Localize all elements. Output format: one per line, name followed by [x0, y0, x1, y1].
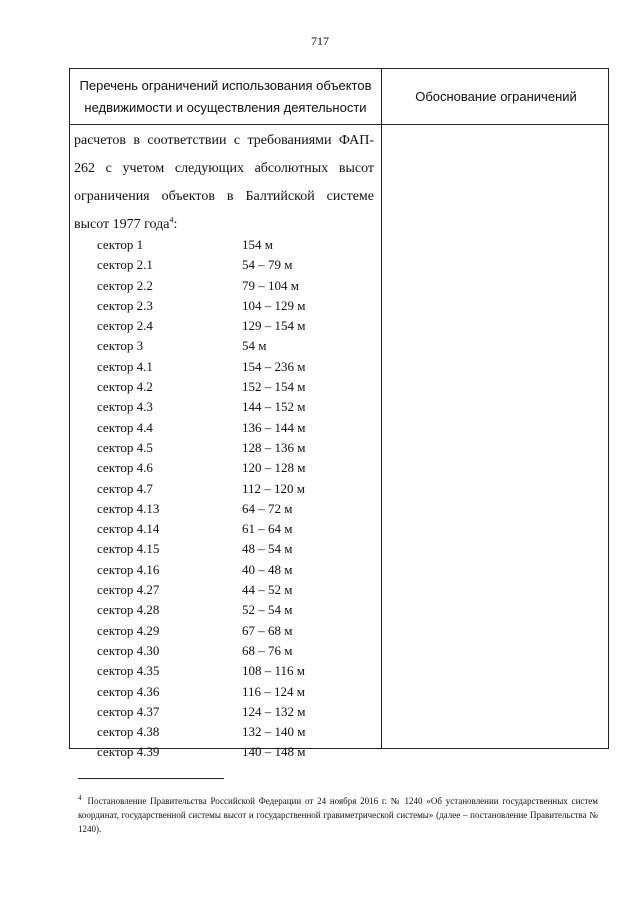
sector-name: сектор 4.7 [97, 480, 153, 496]
sector-name: сектор 4.6 [97, 460, 153, 476]
sector-height: 68 – 76 м [242, 642, 293, 658]
sector-height: 144 – 152 м [242, 399, 306, 415]
footnote-number: 4 [78, 794, 82, 802]
sector-height: 54 м [242, 338, 267, 354]
sector-height: 104 – 129 м [242, 297, 306, 313]
sector-name: сектор 4.36 [97, 683, 160, 699]
header-left-line-1: Перечень ограничений использования объектов [79, 77, 372, 93]
sector-name: сектор 2.2 [97, 277, 153, 293]
sector-name: сектор 4.27 [97, 582, 160, 598]
column-divider [381, 69, 382, 748]
sector-name: сектор 4.39 [97, 744, 160, 760]
sector-name: сектор 4.4 [97, 419, 153, 435]
sector-name: сектор 4.15 [97, 541, 160, 557]
sector-name: сектор 4.5 [97, 439, 153, 455]
sector-name: сектор 1 [97, 237, 144, 252]
sector-name: сектор 2.4 [97, 318, 153, 334]
footnote-separator [78, 778, 224, 779]
sector-height: 54 – 79 м [242, 257, 293, 273]
intro-paragraph [74, 127, 374, 239]
sector-height: 44 – 52 м [242, 582, 293, 598]
intro-line-3: ограничения объектов в Балтийской системе [74, 189, 374, 204]
sector-name: сектор 4.14 [97, 521, 160, 537]
intro-line-4-tail: : [173, 217, 178, 232]
sector-name: сектор 4.37 [97, 703, 160, 719]
sector-height: 124 – 132 м [242, 703, 306, 719]
sector-name: сектор 2.3 [97, 297, 153, 313]
footnote-text: Постановление Правительства Российской Федерации от 24 ноября 2016 г. № 1240 «Об установлении государственных систем координат, государственной системы высот и государственной гравиметрической системы» (далее – постановление Правительства № 1240). [78, 796, 598, 834]
restrictions-table [69, 68, 609, 760]
sector-height: 116 – 124 м [242, 683, 305, 699]
sector-height: 64 – 72 м [242, 500, 293, 516]
sector-height: 67 – 68 м [242, 622, 293, 638]
sector-name: сектор 4.35 [97, 663, 160, 679]
sector-height: 112 – 120 м [242, 480, 305, 496]
sector-name: сектор 2.1 [97, 257, 153, 273]
sector-name: сектор 3 [97, 338, 144, 354]
header-left-cell [70, 69, 381, 124]
sector-name: сектор 4.38 [97, 724, 160, 740]
sector-height: 128 – 136 м [242, 439, 306, 455]
sector-name: сектор 4.30 [97, 642, 160, 658]
sector-height: 152 – 154 м [242, 379, 306, 395]
intro-line-4-text: высот 1977 года [74, 217, 170, 232]
sector-name: сектор 4.3 [97, 399, 153, 415]
footnote-ref: 4 [169, 215, 174, 225]
sector-height: 129 – 154 м [242, 318, 306, 334]
sector-height: 79 – 104 м [242, 277, 299, 293]
header-right-cell: Обоснование ограничений [415, 89, 577, 104]
footnote [78, 794, 598, 836]
page-number: 717 [311, 34, 329, 48]
sector-height: 132 – 140 м [242, 724, 306, 740]
sector-height: 120 – 128 м [242, 460, 306, 476]
sector-height: 140 – 148 м [242, 744, 306, 760]
sector-height: 154 м [242, 237, 273, 252]
sector-name: сектор 4.29 [97, 622, 160, 638]
sector-height: 40 – 48 м [242, 561, 293, 577]
sector-name: сектор 4.13 [97, 500, 160, 516]
sector-height: 61 – 64 м [242, 521, 293, 537]
sector-height: 108 – 116 м [242, 663, 305, 679]
sector-height: 48 – 54 м [242, 541, 293, 557]
header-left-line-2: недвижимости и осуществления деятельности [84, 99, 367, 115]
sector-name: сектор 4.16 [97, 561, 160, 577]
intro-line-1: расчетов в соответствии с требованиями ФАП- [74, 133, 374, 148]
sector-name: сектор 4.1 [97, 358, 153, 374]
sector-height: 154 – 236 м [242, 358, 306, 374]
intro-line-2: 262 с учетом следующих абсолютных высот [74, 161, 374, 176]
sector-height: 136 – 144 м [242, 419, 306, 435]
header-divider [70, 124, 608, 125]
sector-height: 52 – 54 м [242, 602, 293, 618]
sector-name: сектор 4.2 [97, 379, 153, 395]
sector-name: сектор 4.28 [97, 602, 160, 618]
